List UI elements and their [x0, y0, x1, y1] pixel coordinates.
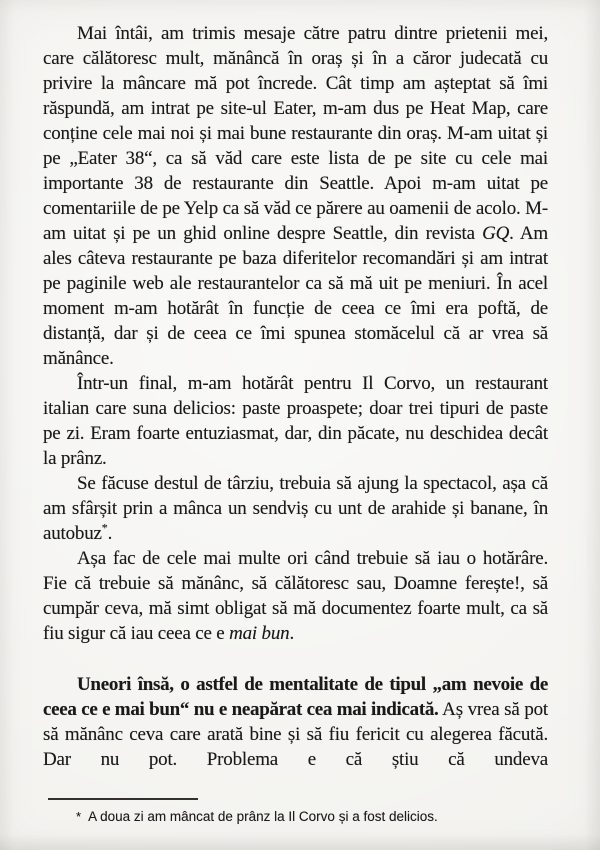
footnote-row [48, 809, 548, 825]
paragraph-2-text: Într-un final, m-am hotărât pentru Il Corvo, un restaurant italian care suna delicios: paste proaspete; doar trei tipuri de paste pe zi. Eram foarte entuziasmat, dar, din păcate, nu deschidea decât la prânz. [43, 373, 548, 469]
paragraph-1-text-a: Mai întâi, am trimis mesaje către patru dintre prietenii mei, care călătoresc mult, mănâncă în oraș și în a căror judecată cu privire la mâncare mă pot încrede. Cât timp am așteptat să îmi răspundă, am intrat pe site-ul Eater, m-am dus pe Heat Map, care conține cele mai noi și mai bune restaurante din oraș. M-am uitat și pe „Eater 38“, ca să văd care este lista de pe site cu cele mai importante 38 de restaurante din Seattle. Apoi m-am uitat pe comentariile de pe Yelp ca să văd ce părere au oamenii de acolo. M-am uitat și pe un ghid online despre Seattle, din revista [43, 23, 548, 244]
paragraph-2 [43, 371, 548, 471]
magazine-title-gq: GQ [482, 223, 510, 244]
paragraph-4-text-a: Așa fac de cele mai multe ori când trebuie să iau o hotărâre. Fie că trebuie să mănânc, să călătoresc sau, Doamne ferește!, să cumpăr ceva, mă simt obligat să mă documentez foarte mult, ca să fiu sigur că iau ceea ce e [43, 548, 548, 644]
footnote-text: A doua zi am mâncat de prânz la Il Corvo și a fost delicios. [88, 809, 438, 824]
paragraph-3 [43, 471, 548, 546]
paragraph-5-text: Aș vrea să pot să mănânc ceva care arată bine și să fiu fericit cu alegerea făcută. Dar nu pot. Problema e că știu că undeva [43, 699, 548, 770]
footnote [48, 798, 548, 825]
paragraph-1-text-b: . Am ales câteva restaurante pe baza diferitelor recomandări și am intrat pe paginile web ale restaurantelor ca să mă uit pe meniuri. În acel moment m-am hotărât în funcție de ceea ce îmi era poftă, de distanță, dar și de ceea ce îmi spunea stomăcelul că ar vrea să mănânce. [43, 223, 548, 369]
footnote-marker: * [76, 809, 82, 824]
paragraph-3-text-b: . [107, 523, 113, 544]
footnote-reference-asterisk: * [101, 520, 108, 535]
bold-lead-sentence: Uneori însă, o astfel de mentalitate de tipul „am nevoie de ceea ce e mai bun“ nu e neapărat cea mai indicată. [43, 674, 548, 720]
paragraph-5 [43, 672, 548, 772]
emphasis-mai-bun: mai bun [229, 623, 290, 644]
paragraph-1 [43, 21, 548, 371]
paragraph-3-text-a: Se făcuse destul de târziu, trebuia să ajung la spectacol, așa că am sfârșit prin a mânca un sendviș cu unt de arahide și banane, în autobuz [43, 473, 548, 544]
paragraph-4-text-b: . [289, 623, 294, 644]
paragraph-4 [43, 546, 548, 646]
text-column [43, 21, 548, 772]
footnote-separator-rule [48, 798, 198, 800]
